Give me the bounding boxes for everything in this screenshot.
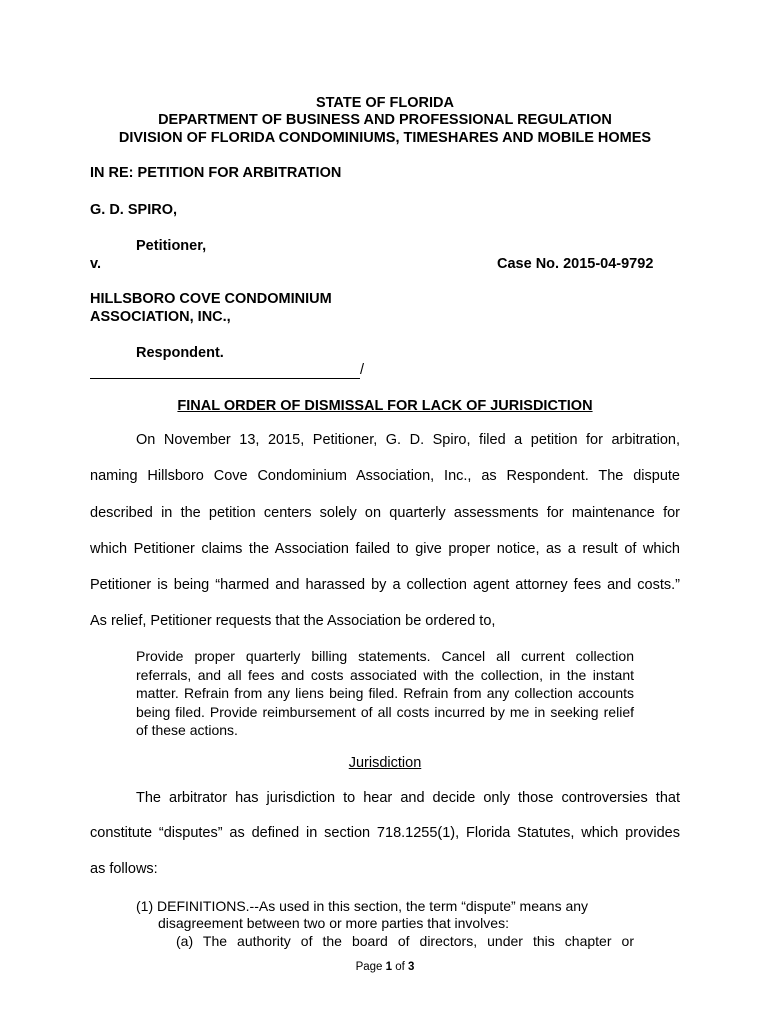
caption-rule-line	[90, 362, 364, 379]
header-division: DIVISION OF FLORIDA CONDOMINIUMS, TIMESHARES AND MOBILE HOMES	[118, 130, 652, 146]
caption-respondent-role: Respondent.	[136, 345, 224, 361]
caption-petitioner-role: Petitioner,	[136, 238, 207, 254]
page-total: 3	[408, 961, 415, 973]
caption-versus: v.	[90, 256, 102, 272]
intro-line-4: which Petitioner claims the Association failed to give proper notice, as a result of which	[90, 541, 680, 557]
order-title: FINAL ORDER OF DISMISSAL FOR LACK OF JURISDICTION	[177, 398, 593, 414]
intro-line-5: Petitioner is being “harmed and harassed by a collection agent attorney fees and costs.”	[90, 577, 680, 593]
caption-in-re: IN RE: PETITION FOR ARBITRATION	[90, 165, 342, 181]
statute-line-1: (1) DEFINITIONS.--As used in this section, the term “dispute” means any	[136, 898, 589, 914]
caption-slash: /	[360, 362, 365, 378]
jurisdiction-heading: Jurisdiction	[348, 755, 422, 771]
caption-respondent-name-line2: ASSOCIATION, INC.,	[90, 309, 231, 325]
jurisdiction-line-1: The arbitrator has jurisdiction to hear and decide only those controversies that	[136, 790, 680, 806]
page-label: Page	[355, 961, 383, 973]
intro-line-1: On November 13, 2015, Petitioner, G. D. Spiro, filed a petition for arbitration,	[136, 432, 680, 448]
statute-line-3: (a) The authority of the board of directors, under this chapter or	[176, 933, 634, 949]
header-state: STATE OF FLORIDA	[315, 95, 454, 111]
statute-line-2: disagreement between two or more parties that involves:	[158, 915, 509, 931]
case-number: Case No. 2015-04-9792	[497, 256, 654, 272]
jurisdiction-line-2: constitute “disputes” as defined in section 718.1255(1), Florida Statutes, which provides	[90, 825, 680, 841]
page-of: of	[395, 961, 405, 973]
intro-line-6: As relief, Petitioner requests that the Association be ordered to,	[90, 613, 496, 629]
intro-line-2: naming Hillsboro Cove Condominium Association, Inc., as Respondent. The dispute	[90, 468, 680, 484]
relief-quote: Provide proper quarterly billing statements. Cancel all current collection referrals, and all fees and costs associated with the collection, in the instant matter. Refrain from any liens being filed. Refrain from any collection accounts being filed. Provide reimbursement of all costs incurred by me in seeking relief of these actions.	[136, 648, 634, 738]
caption-petitioner-name: G. D. SPIRO,	[90, 202, 178, 218]
header-department: DEPARTMENT OF BUSINESS AND PROFESSIONAL REGULATION	[158, 112, 612, 128]
caption-respondent-name-line1: HILLSBORO COVE CONDOMINIUM	[90, 291, 332, 307]
caption-underline	[90, 365, 360, 379]
page-current: 1	[385, 961, 393, 973]
jurisdiction-line-3: as follows:	[90, 861, 158, 877]
page-number	[0, 961, 770, 973]
intro-line-3: described in the petition centers solely on quarterly assessments for maintenance for	[90, 505, 680, 521]
